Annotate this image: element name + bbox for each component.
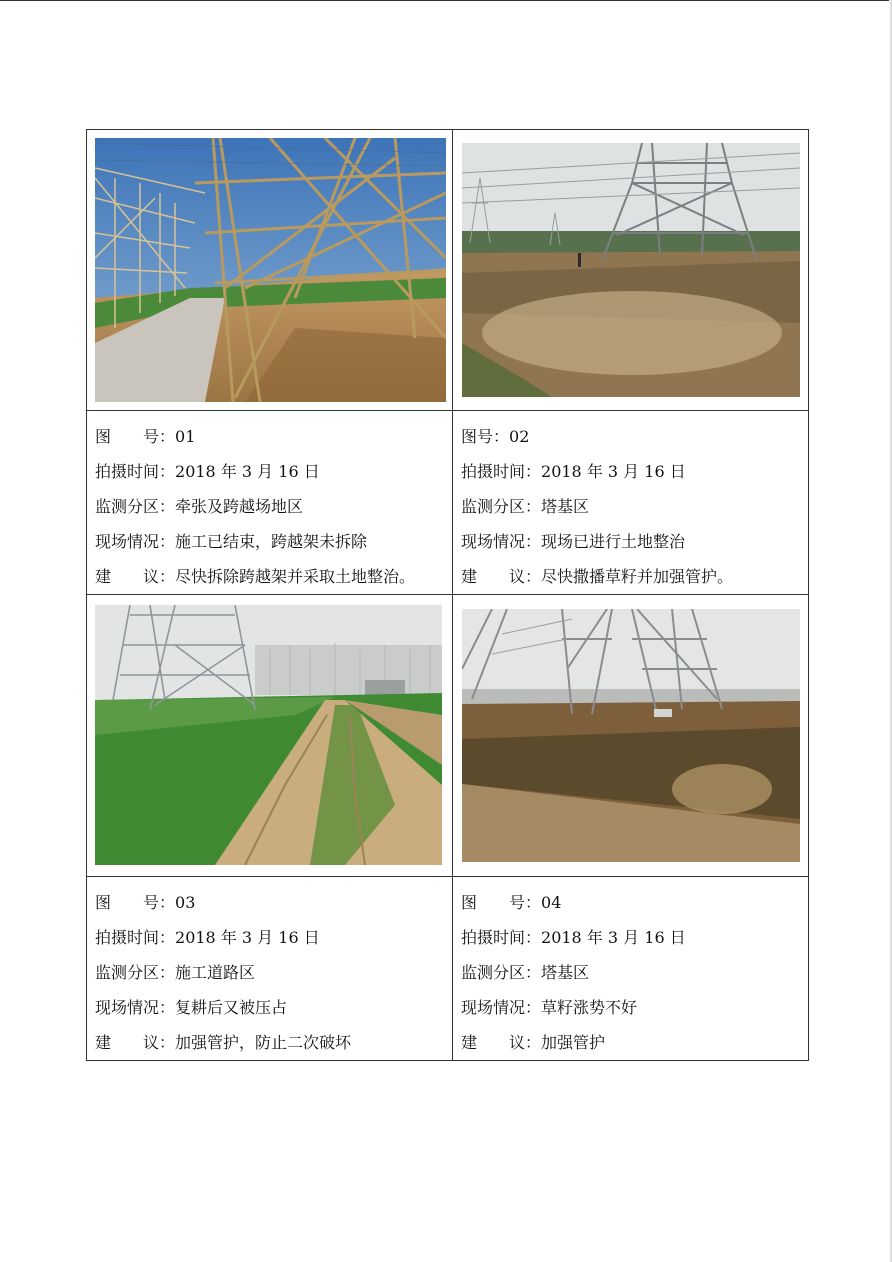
time-value: 2018 年 3 月 16 日 xyxy=(541,462,686,481)
zone-line xyxy=(461,955,808,990)
zone-line xyxy=(461,489,808,524)
zone-line xyxy=(95,955,452,990)
fig-no-value: 04 xyxy=(541,893,562,912)
zone-value: 塔基区 xyxy=(541,497,590,516)
time-line xyxy=(95,920,452,955)
advice-line xyxy=(461,1025,808,1060)
fig-no-label: 图 号： xyxy=(461,893,542,912)
caption-row xyxy=(87,877,809,1061)
advice-label: 建 议： xyxy=(95,567,176,586)
caption-04 xyxy=(453,877,808,1060)
advice-line xyxy=(95,559,452,594)
fig-no-value: 01 xyxy=(175,427,196,446)
fig-no-value: 02 xyxy=(509,427,530,446)
zone-value: 施工道路区 xyxy=(175,963,256,982)
advice-line xyxy=(95,1025,452,1060)
time-value: 2018 年 3 月 16 日 xyxy=(175,462,320,481)
caption-row xyxy=(87,411,809,595)
advice-value: 尽快拆除跨越架并采取土地整治。 xyxy=(175,567,416,586)
zone-line xyxy=(95,489,452,524)
time-line xyxy=(461,920,808,955)
fig-no-label: 图 号： xyxy=(95,893,176,912)
status-label: 现场情况： xyxy=(95,532,176,551)
caption-cell-03 xyxy=(87,877,453,1061)
zone-label: 监测分区： xyxy=(461,963,542,982)
status-value: 草籽涨势不好 xyxy=(541,998,638,1017)
time-label: 拍摄时间： xyxy=(95,928,176,947)
time-value: 2018 年 3 月 16 日 xyxy=(175,928,320,947)
zone-label: 监测分区： xyxy=(95,963,176,982)
fig-no-line xyxy=(95,419,452,454)
fig-no-value: 03 xyxy=(175,893,196,912)
photo-cell-04 xyxy=(453,595,809,877)
photo-row xyxy=(87,595,809,877)
advice-value: 加强管护，防止二次破坏 xyxy=(175,1033,352,1052)
photo-03-road xyxy=(95,605,442,865)
zone-value: 牵张及跨越场地区 xyxy=(175,497,304,516)
advice-line xyxy=(461,559,808,594)
fig-no-line xyxy=(95,885,452,920)
caption-cell-04 xyxy=(453,877,809,1061)
status-value: 施工已结束，跨越架未拆除 xyxy=(175,532,368,551)
advice-label: 建 议： xyxy=(461,567,542,586)
fig-no-line xyxy=(461,419,808,454)
status-line xyxy=(461,524,808,559)
time-label: 拍摄时间： xyxy=(95,462,176,481)
photo-cell-01 xyxy=(87,130,453,411)
time-value: 2018 年 3 月 16 日 xyxy=(541,928,686,947)
advice-label: 建 议： xyxy=(95,1033,176,1052)
caption-01 xyxy=(87,411,452,594)
time-line xyxy=(461,454,808,489)
photo-cell-03 xyxy=(87,595,453,877)
caption-cell-02 xyxy=(453,411,809,595)
photo-cell-02 xyxy=(453,130,809,411)
zone-label: 监测分区： xyxy=(95,497,176,516)
status-label: 现场情况： xyxy=(95,998,176,1017)
photo-row xyxy=(87,130,809,411)
time-label: 拍摄时间： xyxy=(461,462,542,481)
photo-record-table xyxy=(86,129,809,1061)
zone-label: 监测分区： xyxy=(461,497,542,516)
advice-label: 建 议： xyxy=(461,1033,542,1052)
status-value: 复耕后又被压占 xyxy=(175,998,288,1017)
fig-no-line xyxy=(461,885,808,920)
time-line xyxy=(95,454,452,489)
status-line xyxy=(461,990,808,1025)
fig-no-label: 图 号： xyxy=(95,427,176,446)
status-line xyxy=(95,990,452,1025)
advice-value: 加强管护 xyxy=(541,1033,606,1052)
status-label: 现场情况： xyxy=(461,998,542,1017)
caption-cell-01 xyxy=(87,411,453,595)
fig-no-label: 图号： xyxy=(461,427,510,446)
time-label: 拍摄时间： xyxy=(461,928,542,947)
caption-02 xyxy=(453,411,808,594)
status-line xyxy=(95,524,452,559)
page-top-rule xyxy=(0,0,892,1)
status-value: 现场已进行土地整治 xyxy=(541,532,686,551)
zone-value: 塔基区 xyxy=(541,963,590,982)
advice-value: 尽快撒播草籽并加强管护。 xyxy=(541,567,734,586)
status-label: 现场情况： xyxy=(461,532,542,551)
photo-02-tower-site xyxy=(462,143,800,397)
photo-04-tower-base xyxy=(462,609,800,862)
caption-03 xyxy=(87,877,452,1060)
photo-01-scaffold xyxy=(95,138,446,402)
